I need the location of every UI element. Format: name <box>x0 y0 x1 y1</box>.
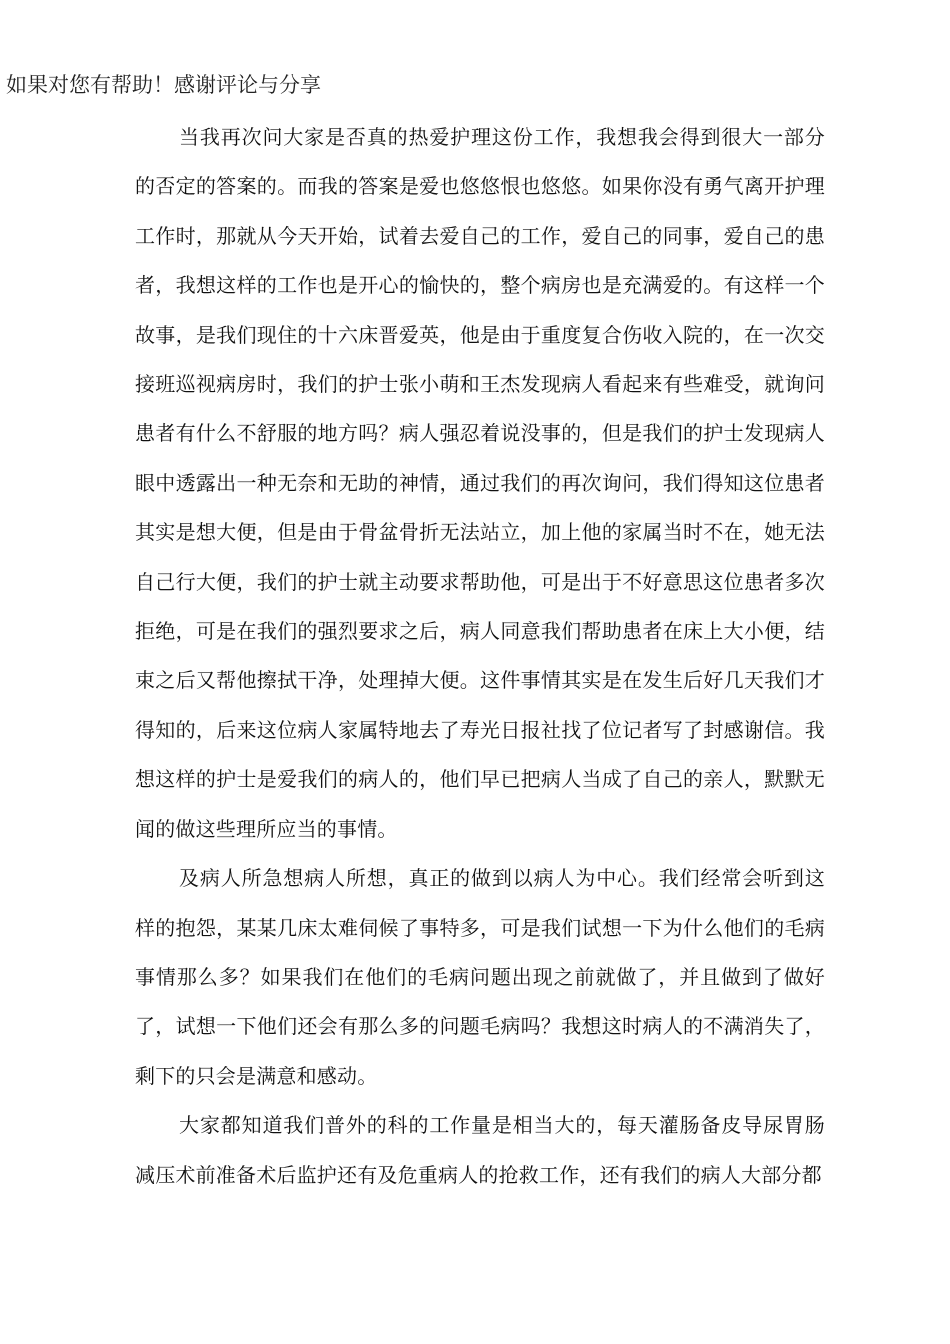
paragraph-2: 及病人所急想病人所想，真正的做到以病人为中心。我们经常会听到这样的抱怨，某某几床太难伺候了事特多，可是我们试想一下为什么他们的毛病事情那么多？如果我们在他们的毛病问题出现之前就做了，并且做到了做好了，试想一下他们还会有那么多的问题毛病吗？我想这时病人的不满消失了，剩下的只会是满意和感动。 <box>135 866 825 1088</box>
paragraph-3: 大家都知道我们普外的科的工作量是相当大的，每天灌肠备皮导尿胃肠减压术前准备术后监护还有及危重病人的抢救工作，还有我们的病人大部分都 <box>135 1113 825 1187</box>
document-body <box>135 113 825 1200</box>
paragraph-1: 当我再次问大家是否真的热爱护理这份工作，我想我会得到很大一部分的否定的答案的。而我的答案是爱也悠悠恨也悠悠。如果你没有勇气离开护理工作时，那就从今天开始，试着去爱自己的工作，爱自己的同事，爱自己的患者，我想这样的工作也是开心的愉快的，整个病房也是充满爱的。有这样一个故事，是我们现住的十六床晋爱英，他是由于重度复合伤收入院的，在一次交接班巡视病房时，我们的护士张小萌和王杰发现病人看起来有些难受，就询问患者有什么不舒服的地方吗？病人强忍着说没事的，但是我们的护士发现病人眼中透露出一种无奈和无助的神情，通过我们的再次询问，我们得知这位患者其实是想大便，但是由于骨盆骨折无法站立，加上他的家属当时不在，她无法自己行大便，我们的护士就主动要求帮助他，可是出于不好意思这位患者多次拒绝，可是在我们的强烈要求之后，病人同意我们帮助患者在床上大小便，结束之后又帮他擦拭干净，处理掉大便。这件事情其实是在发生后好几天我们才得知的，后来这位病人家属特地去了寿光日报社找了位记者写了封感谢信。我想这样的护士是爱我们的病人的，他们早已把病人当成了自己的亲人，默默无闻的做这些理所应当的事情。 <box>135 125 825 841</box>
header-note: 如果对您有帮助！感谢评论与分享 <box>6 73 321 97</box>
